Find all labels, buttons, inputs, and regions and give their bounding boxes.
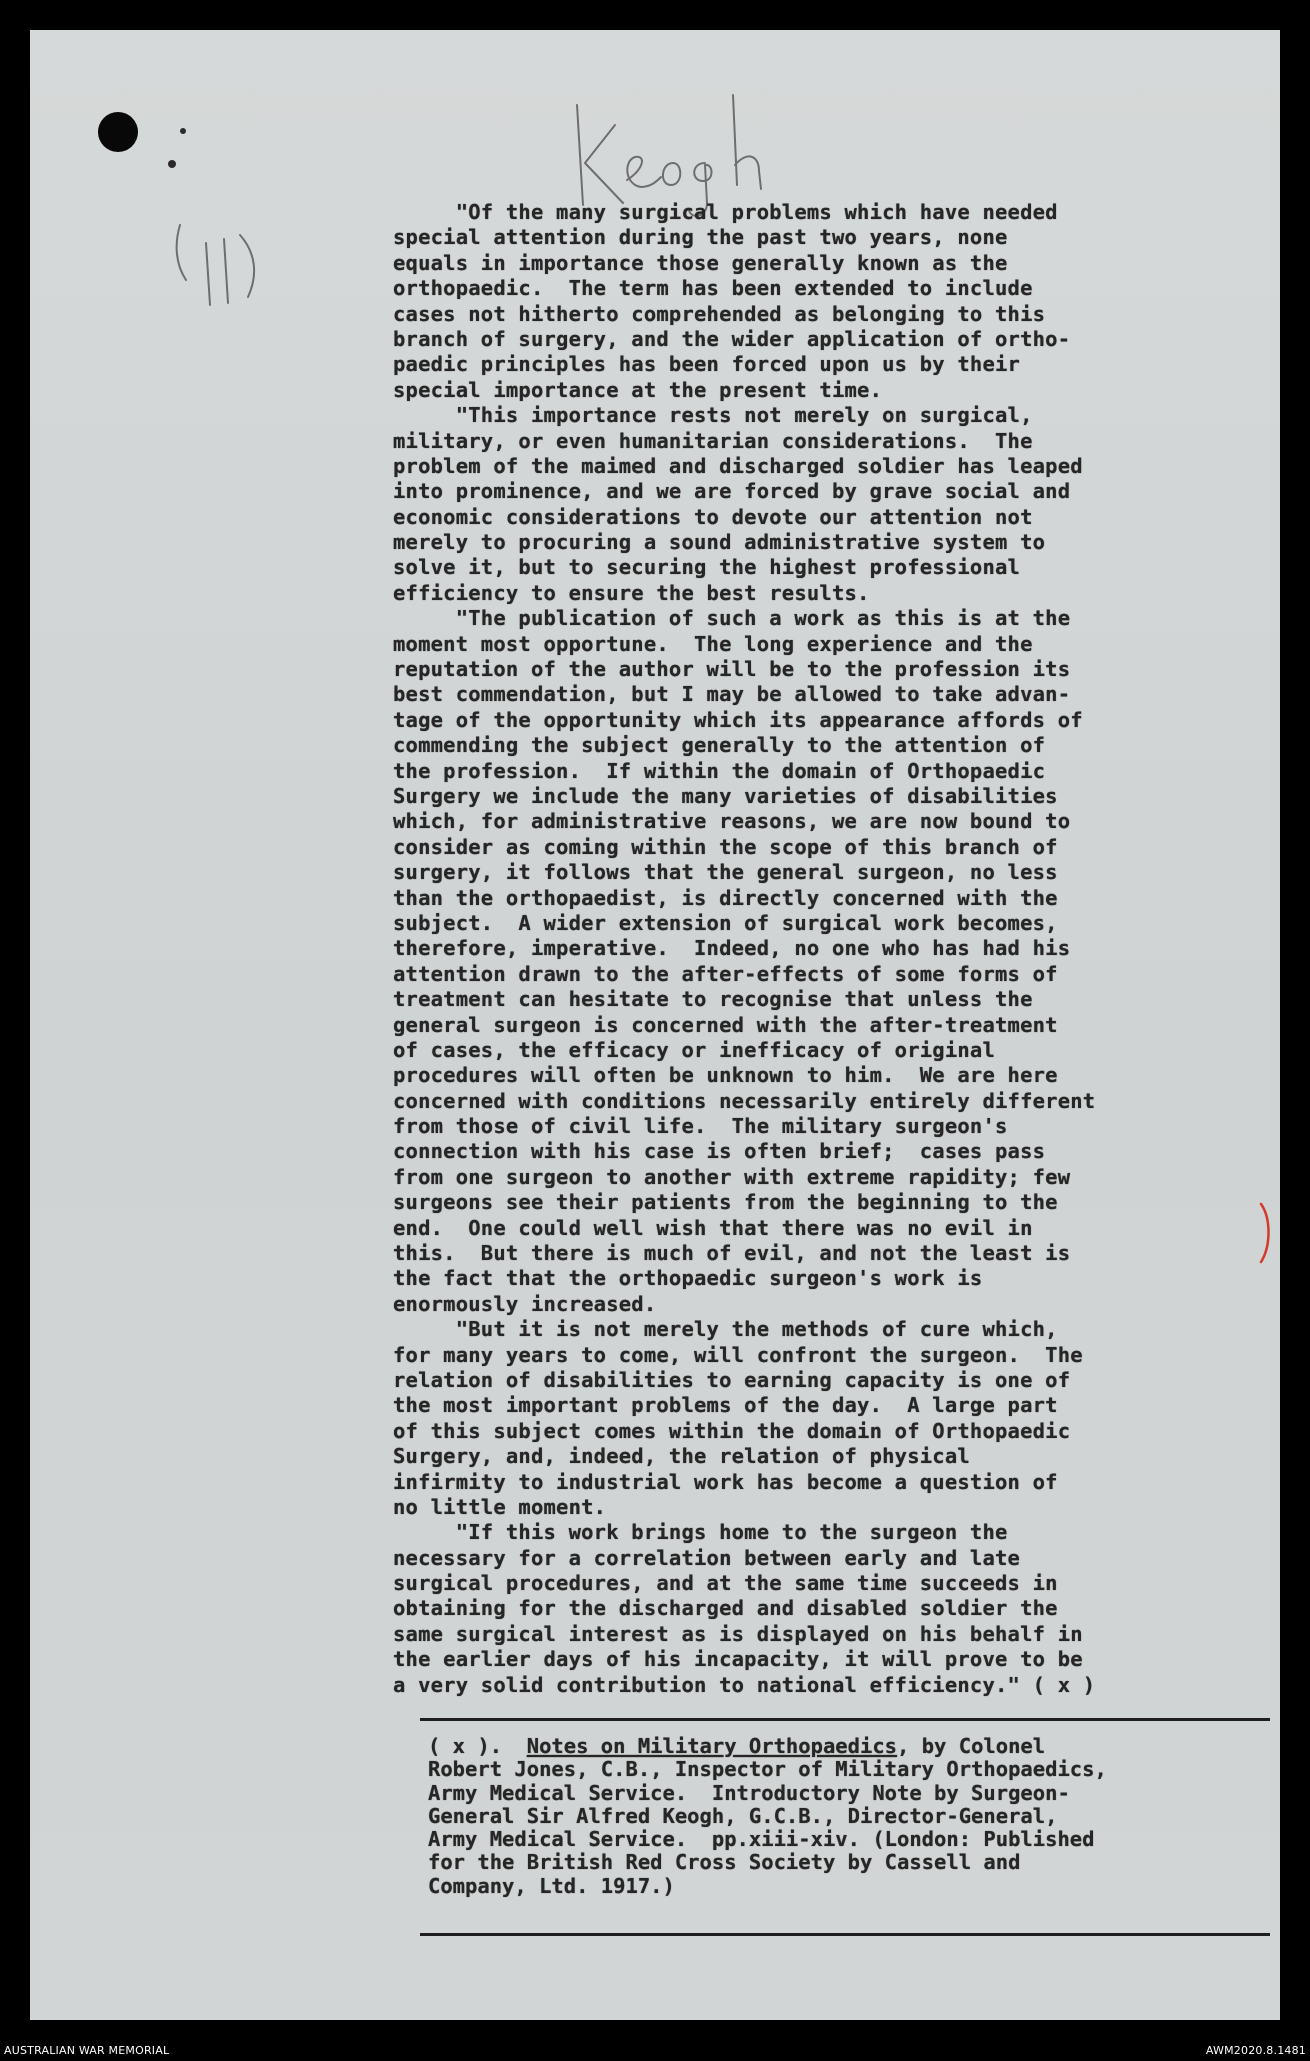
body-text-line: from one surgeon to another with extreme rapidity; few [393, 1164, 1071, 1189]
body-text-line: "If this work brings home to the surgeon the [393, 1520, 1008, 1545]
body-text-line: "But it is not merely the methods of cure which, [393, 1317, 1058, 1342]
body-text-line: commending the subject generally to the attention of [393, 733, 1046, 758]
footnote-title-continuation: , by Colonel [897, 1734, 1046, 1758]
body-text-line: economic considerations to devote our attention not [393, 504, 1033, 529]
footnote-line: Army Medical Service. Introductory Note by Surgeon- [428, 1780, 1070, 1805]
body-text-line: military, or even humanitarian considerations. The [393, 428, 1033, 453]
body-text-line: cases not hitherto comprehended as belonging to this [393, 301, 1046, 326]
footnote-first-line [428, 1735, 1278, 1758]
body-text-line: attention drawn to the after-effects of some forms of [393, 961, 1058, 986]
footnote-line: General Sir Alfred Keogh, G.C.B., Director-General, [428, 1803, 1058, 1828]
body-text-line: treatment can hesitate to recognise that unless the [393, 987, 1033, 1012]
body-text-line: therefore, imperative. Indeed, no one who has had his [393, 936, 1071, 961]
body-text-line: "The publication of such a work as this is at the [393, 606, 1071, 631]
body-text-line: a very solid contribution to national efficiency." ( x ) [393, 1672, 1096, 1697]
body-text-line: same surgical interest as is displayed on his behalf in [393, 1621, 1083, 1646]
body-text-line: surgery, it follows that the general surgeon, no less [393, 860, 1058, 885]
footnote-divider-bottom [420, 1933, 1270, 1936]
body-text-line: branch of surgery, and the wider application of ortho- [393, 326, 1071, 351]
body-text-line: tage of the opportunity which its appearance affords of [393, 707, 1083, 732]
body-text-line: from those of civil life. The military surgeon's [393, 1114, 1008, 1139]
body-text-line: of this subject comes within the domain of Orthopaedic [393, 1418, 1071, 1443]
footnote-line: Robert Jones, C.B., Inspector of Military Orthopaedics, [428, 1757, 1107, 1782]
footnote-line: for the British Red Cross Society by Cassell and [428, 1850, 1021, 1875]
body-text-line: than the orthopaedist, is directly concerned with the [393, 885, 1058, 910]
body-text-line: special attention during the past two years, none [393, 225, 1008, 250]
body-text-line: necessary for a correlation between early and late [393, 1545, 1021, 1570]
footnote-divider-top [420, 1718, 1270, 1721]
body-text-line: subject. A wider extension of surgical work becomes, [393, 910, 1058, 935]
body-text-line: connection with his case is often brief; cases pass [393, 1139, 1046, 1164]
body-text-line: Surgery, and, indeed, the relation of physical [393, 1444, 970, 1469]
body-text-line: into prominence, and we are forced by grave social and [393, 479, 1071, 504]
body-text-line: surgeons see their patients from the beginning to the [393, 1190, 1058, 1215]
body-text-line: enormously increased. [393, 1291, 657, 1316]
body-text-line: infirmity to industrial work has become a question of [393, 1469, 1058, 1494]
body-text-line: best commendation, but I may be allowed to take advan- [393, 682, 1071, 707]
archive-caption-right: AWM2020.8.1481 [1205, 2044, 1306, 2057]
body-text-line: Surgery we include the many varieties of disabilities [393, 783, 1058, 808]
body-text-line: moment most opportune. The long experience and the [393, 631, 1033, 656]
body-text-line: no little moment. [393, 1494, 607, 1519]
footnote-line: Company, Ltd. 1917.) [428, 1873, 675, 1898]
footnote-line: Army Medical Service. pp.xiii-xiv. (London: Published [428, 1827, 1095, 1852]
body-text-line: general surgeon is concerned with the after-treatment [393, 1012, 1058, 1037]
body-text-line: the earlier days of his incapacity, it will prove to be [393, 1647, 1083, 1672]
body-text-line: the most important problems of the day. A large part [393, 1393, 1058, 1418]
punch-hole [98, 112, 138, 152]
body-text-line: end. One could well wish that there was no evil in [393, 1215, 1033, 1240]
ink-speck [180, 128, 186, 134]
body-text-line: concerned with conditions necessarily entirely different [393, 1088, 1096, 1113]
body-text-line: reputation of the author will be to the profession its [393, 657, 1071, 682]
footnote [428, 1735, 1278, 1898]
body-text-line: equals in importance those generally known as the [393, 250, 1008, 275]
body-text-line: paedic principles has been forced upon us by their [393, 352, 1021, 377]
archive-caption-left: AUSTRALIAN WAR MEMORIAL [4, 2044, 170, 2057]
body-text-line: consider as coming within the scope of this branch of [393, 834, 1058, 859]
body-text-line: the fact that the orthopaedic surgeon's work is [393, 1266, 983, 1291]
body-text-line: "This importance rests not merely on surgical, [393, 403, 1033, 428]
footnote-book-title: Notes on Military Orthopaedics [526, 1734, 898, 1758]
body-text-line: special importance at the present time. [393, 377, 883, 402]
body-text-line: surgical procedures, and at the same time succeeds in [393, 1571, 1058, 1596]
body-text-line: orthopaedic. The term has been extended to include [393, 276, 1033, 301]
body-text-line: for many years to come, will confront the surgeon. The [393, 1342, 1083, 1367]
body-text-line: procedures will often be unknown to him. We are here [393, 1063, 1058, 1088]
body-text-line: of cases, the efficacy or inefficacy of original [393, 1037, 996, 1062]
body-text-line: obtaining for the discharged and disabled soldier the [393, 1596, 1058, 1621]
body-text-line: the profession. If within the domain of Orthopaedic [393, 758, 1046, 783]
body-text-line: this. But there is much of evil, and not the least is [393, 1241, 1071, 1266]
body-text-line: relation of disabilities to earning capacity is one of [393, 1367, 1071, 1392]
body-text-line: merely to procuring a sound administrative system to [393, 530, 1046, 555]
document-body-text [393, 200, 1263, 1698]
ink-speck [168, 160, 176, 168]
body-text-line: solve it, but to securing the highest professional [393, 555, 1021, 580]
body-text-line: which, for administrative reasons, we are now bound to [393, 809, 1071, 834]
body-text-line: problem of the maimed and discharged soldier has leaped [393, 453, 1083, 478]
folio-number-mark [170, 205, 270, 335]
body-text-line: efficiency to ensure the best results. [393, 580, 870, 605]
body-text-line: "Of the many surgical problems which have needed [393, 200, 1058, 224]
footnote-marker: ( x ). [428, 1734, 527, 1758]
